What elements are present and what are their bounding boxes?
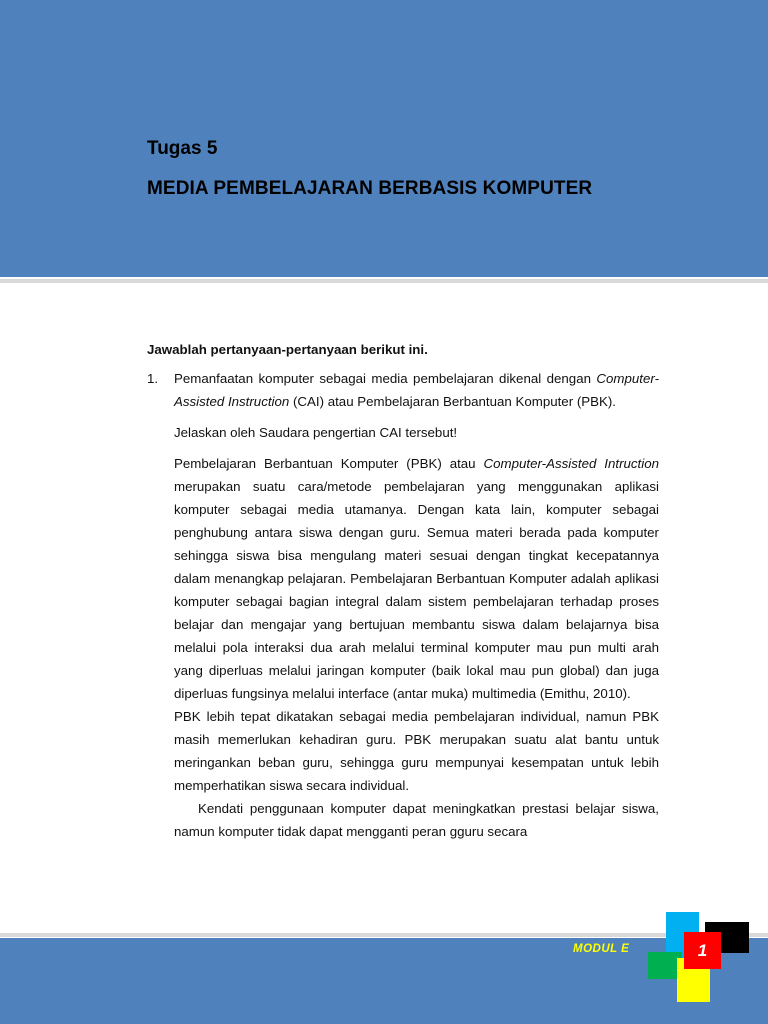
header-divider [0, 279, 768, 283]
answer-paragraph-3: Kendati penggunaan komputer dapat meningkatkan prestasi belajar siswa, namun komputer tidak dapat mengganti peran gguru secara [174, 801, 659, 839]
question-item [147, 367, 659, 843]
question-prompt: Jelaskan oleh Saudara pengertian CAI tersebut! [174, 425, 458, 440]
question-italic-term: Computer-Assisted Instruction [174, 371, 659, 409]
answer-block [174, 452, 659, 843]
page-number-badge: 1 [684, 932, 721, 969]
assignment-label: Tugas 5 [147, 138, 218, 159]
document-body [147, 338, 659, 843]
question-number: 1. [147, 371, 159, 386]
answer-paragraph-1: Pembelajaran Berbantuan Komputer (PBK) atau Computer-Assisted Intruction merupakan suatu cara/metode pembelajaran yang menggunakan aplikasi komputer sebagai media utamanya. Dengan kata lain, komputer sebagai penghubung antara siswa dengan guru. Semua materi berada pada komputer sehingga siswa bisa mengulang materi sesuai dengan tingkat kecepatannya dalam menangkap pelajaran. Pembelajaran Berbantuan Komputer adalah aplikasi komputer sebagai bagian integral dalam sistem pembelajaran terhadap proses belajar dan mengajar yang bertujuan membantu siswa dalam belajarnya bisa melalui pola interaksi dua arah melalui terminal komputer mau pun multi arah yang diperluas melalui jaringan komputer (baik lokal mau pun global) dan juga diperluas fungsinya melalui interface (antar muka) multimedia (Emithu, 2010). [174, 456, 659, 701]
answer-italic-term: Computer-Assisted Intruction [483, 456, 659, 471]
footer-band [0, 938, 768, 1024]
page-title: MEDIA PEMBELAJARAN BERBASIS KOMPUTER [147, 178, 593, 199]
header-band [0, 0, 768, 277]
module-label: MODUL E [573, 943, 630, 955]
answer-paragraph-2: PBK lebih tepat dikatakan sebagai media pembelajaran individual, namun PBK masih memerlukan kehadiran guru. PBK merupakan suatu alat bantu untuk meringankan beban guru, sehingga guru mempunyai kesempatan untuk lebih memperhatikan siswa secara individual. [174, 709, 659, 793]
question-text: Pemanfaatan komputer sebagai media pembelajaran dikenal dengan Computer-Assisted Instruction (CAI) atau Pembelajaran Berbantuan Komputer (PBK). [174, 371, 659, 409]
footer-divider [0, 933, 768, 937]
instruction-text: Jawablah pertanyaan-pertanyaan berikut ini. [147, 342, 428, 357]
